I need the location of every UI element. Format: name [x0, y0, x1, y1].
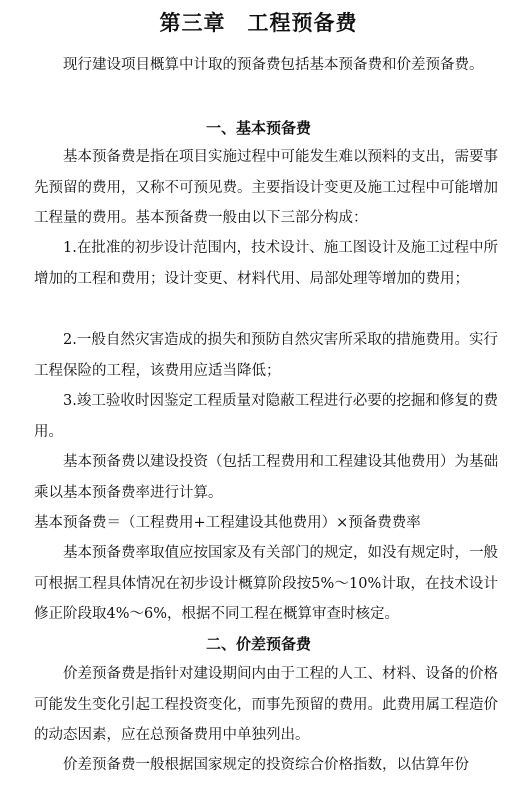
section-heading-price-reserve: 二、价差预备费 [205, 635, 311, 653]
list-item-3: 3.竣工验收时因鉴定工程质量对隐蔽工程进行必要的挖掘和修复的费用。 [34, 393, 498, 440]
price-reserve-definition: 价差预备费是指针对建设期间内由于工程的人工、材料、设备的价格可能发生变化引起工程投资变化，而事先预留的费用。此费用属工程造价的动态因素，应在总预备费用中单独列出。 [34, 666, 498, 743]
intro-paragraph: 现行建设项目概算中计取的预备费包括基本预备费和价差预备费。 [63, 57, 484, 73]
calculation-basis: 基本预备费以建设投资（包括工程费用和工程建设其他费用）为基础乘以基本预备费率进行计算。 [34, 454, 498, 501]
formula: 基本预备费＝（工程费用+工程建设其他费用）×预备费费率 [34, 515, 421, 531]
rate-rules: 基本预备费率取值应按国家及有关部门的规定，如没有规定时，一般可根据工程具体情况在初步设计概算阶段按5%～10%计取，在技术设计修正阶段取4%～6%，根据不同工程在概算审查时核定。 [34, 545, 498, 622]
price-reserve-calculation: 价差预备费一般根据国家规定的投资综合价格指数，以估算年份 [63, 757, 469, 773]
list-item-1: 1.在批准的初步设计范围内，技术设计、施工图设计及施工过程中所增加的工程和费用；设计变更、材料代用、局部处理等增加的费用； [34, 240, 498, 287]
section-heading-basic-reserve: 一、基本预备费 [205, 119, 311, 137]
list-item-2: 2.一般自然灾害造成的损失和预防自然灾害所采取的措施费用。实行工程保险的工程，该费用应适当降低； [34, 332, 498, 379]
basic-reserve-definition: 基本预备费是指在项目实施过程中可能发生难以预料的支出，需要事先预留的费用，又称不可预见费。主要指设计变更及施工过程中可能增加工程量的费用。基本预备费一般由以下三部分构成： [34, 149, 498, 226]
chapter-title: 第三章 工程预备费 [159, 11, 358, 35]
